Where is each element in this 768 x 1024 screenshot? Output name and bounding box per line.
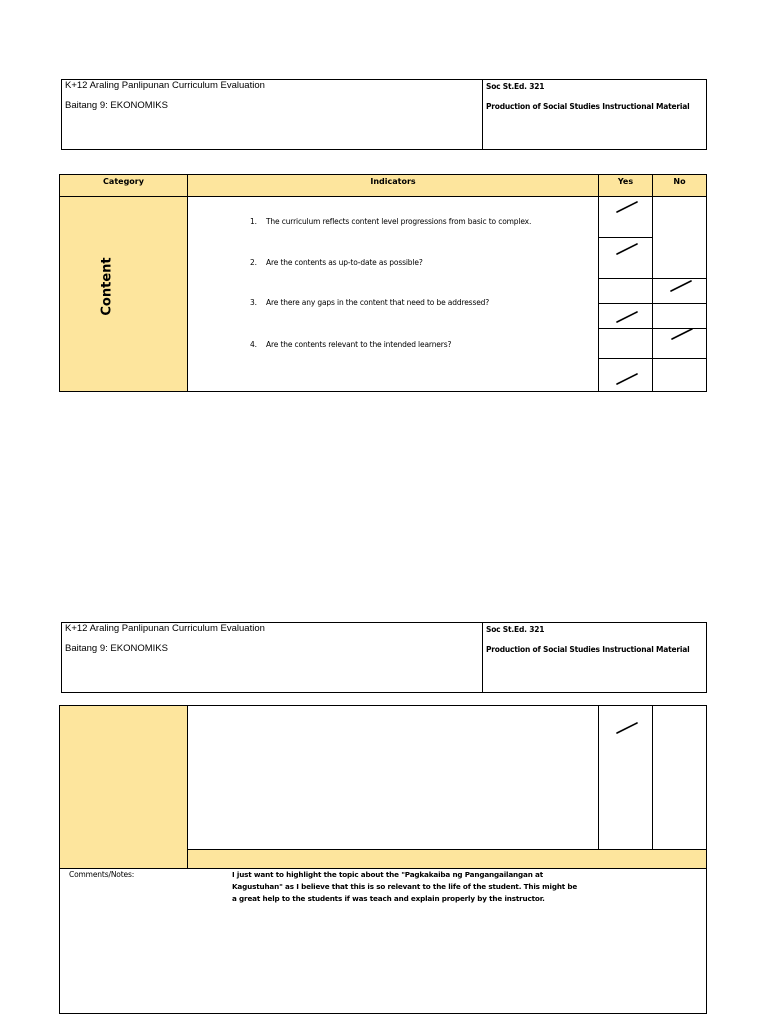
page1-header-box bbox=[61, 79, 707, 150]
indicators-cell bbox=[187, 705, 599, 850]
indicator-item: 3. Are there any gaps in the content that need to be addressed? bbox=[250, 298, 490, 307]
comment-line: a great help to the students if was teach and explain properly by the instructor. bbox=[232, 894, 545, 903]
category-cell bbox=[59, 705, 188, 869]
no-cell[interactable] bbox=[652, 196, 707, 279]
no-cell[interactable] bbox=[652, 358, 707, 392]
check-mark-icon bbox=[616, 373, 638, 385]
indicator-item: 1. The curriculum reflects content level progressions from basic to complex. bbox=[250, 217, 532, 226]
header-divider bbox=[482, 80, 483, 149]
indicator-footer-band bbox=[187, 849, 707, 869]
indicator-item: 4. Are the contents relevant to the intended learners? bbox=[250, 340, 452, 349]
check-mark-icon bbox=[671, 328, 693, 340]
header-divider bbox=[482, 623, 483, 692]
comments-label: Comments/Notes: bbox=[69, 870, 135, 879]
page2-header-box bbox=[61, 622, 707, 693]
comments-box bbox=[59, 868, 707, 1014]
check-mark-icon bbox=[616, 243, 638, 255]
comments-text bbox=[232, 869, 577, 905]
course-name: Production of Social Studies Instructional Material bbox=[486, 645, 690, 654]
course-code: Soc St.Ed. 321 bbox=[486, 625, 545, 634]
column-header-indicators: Indicators bbox=[187, 174, 599, 197]
check-mark-icon bbox=[670, 280, 692, 292]
evaluation-title: K+12 Araling Panlipunan Curriculum Evaluation bbox=[65, 623, 265, 634]
no-cell[interactable] bbox=[652, 303, 707, 329]
course-name: Production of Social Studies Instructional Material bbox=[486, 102, 690, 111]
continuation-table bbox=[59, 705, 707, 1014]
comment-line: Kagustuhan" as I believe that this is so relevant to the life of the student. This might be bbox=[232, 882, 578, 891]
category-cell bbox=[59, 196, 188, 392]
check-mark-icon bbox=[616, 722, 638, 734]
grade-label: Baitang 9: EKONOMIKS bbox=[65, 643, 168, 654]
evaluation-title: K+12 Araling Panlipunan Curriculum Evaluation bbox=[65, 80, 265, 91]
yes-cell[interactable] bbox=[598, 278, 653, 304]
indicator-item: 2. Are the contents as up-to-date as possible? bbox=[250, 258, 423, 267]
grade-label: Baitang 9: EKONOMIKS bbox=[65, 100, 168, 111]
indicators-cell bbox=[187, 196, 599, 392]
course-code: Soc St.Ed. 321 bbox=[486, 82, 545, 91]
yes-cell[interactable] bbox=[598, 328, 653, 359]
no-cell[interactable] bbox=[652, 705, 707, 850]
check-mark-icon bbox=[616, 311, 638, 323]
check-mark-icon bbox=[616, 201, 638, 213]
column-header-yes: Yes bbox=[598, 174, 653, 197]
column-header-category: Category bbox=[59, 174, 188, 197]
column-header-no: No bbox=[652, 174, 707, 197]
evaluation-table bbox=[59, 174, 707, 392]
category-content-label: Content bbox=[99, 257, 115, 316]
comment-line: I just want to highlight the topic about the "Pagkakaiba ng Pangangailangan at bbox=[232, 870, 544, 879]
